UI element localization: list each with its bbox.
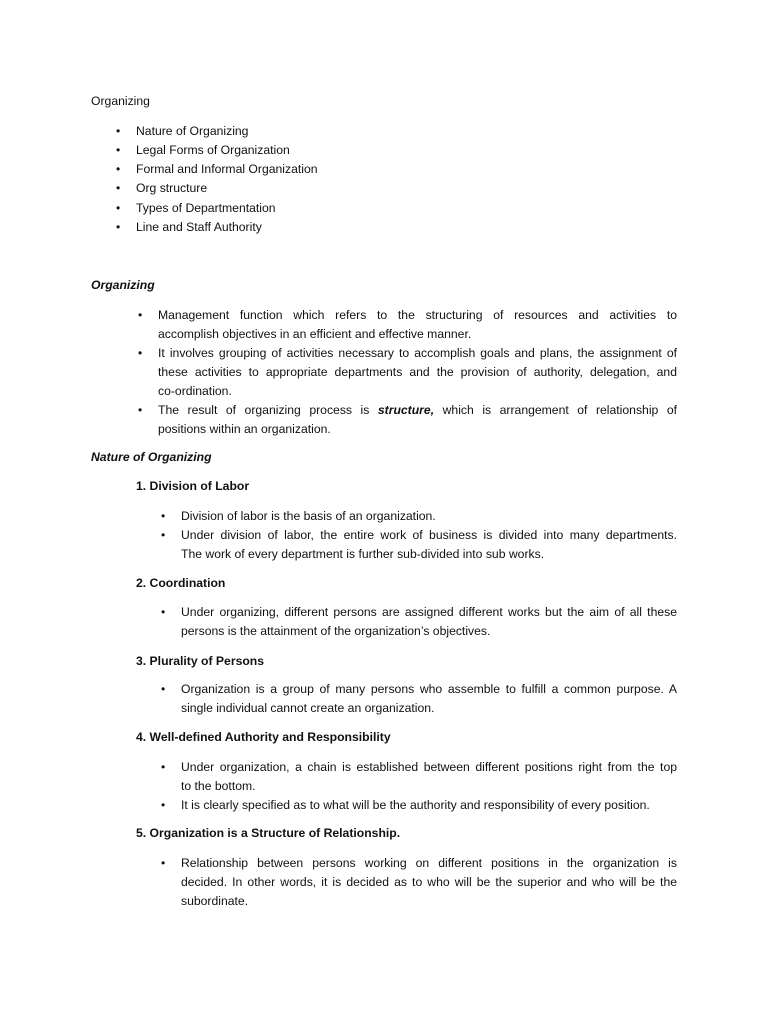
bullet-icon: • — [138, 308, 143, 322]
subheading-authority-responsibility: 4. Well-defined Authority and Responsibility — [136, 730, 391, 744]
bullet-icon: • — [116, 162, 121, 176]
doc-heading: Organizing — [91, 94, 150, 108]
toc-item: Legal Forms of Organization — [136, 143, 290, 157]
subheading-structure-of-relationship: 5. Organization is a Structure of Relationship. — [136, 826, 401, 840]
list-item: It is clearly specified as to what will be the authority and responsibility of every position. — [181, 798, 650, 812]
bullet-icon: • — [161, 682, 166, 696]
toc-item: Org structure — [136, 181, 208, 195]
subheading-coordination: 2. Coordination — [136, 576, 226, 590]
bullet-icon: • — [161, 798, 166, 812]
organizing-point-3: The result of organizing process is structure, which is arrangement of relationship of positions within an organization. — [158, 403, 677, 436]
organizing-point-1: Management function which refers to the structuring of resources and activities to accomplish objectives in an efficient and effective manner. — [158, 308, 677, 341]
bullet-icon: • — [161, 856, 166, 870]
bullet-icon: • — [116, 220, 121, 234]
bullet-icon: • — [161, 528, 166, 542]
list-item: Under organization, a chain is established between different positions right from the top to the bottom. — [181, 760, 677, 793]
bullet-icon: • — [116, 143, 121, 157]
list-item: Under division of labor, the entire work of business is divided into many departments. The work of every department is further sub-divided into sub works. — [181, 528, 677, 561]
section-heading-nature: Nature of Organizing — [91, 450, 212, 464]
bullet-icon: • — [161, 509, 166, 523]
list-item: Organization is a group of many persons who assemble to fulfill a common purpose. A single individual cannot create an organization. — [181, 682, 677, 715]
toc-item: Formal and Informal Organization — [136, 162, 318, 176]
list-item: Relationship between persons working on different positions in the organization is decided. In other words, it is decided as to who will be the superior and who will be the subordinate. — [181, 856, 677, 908]
bullet-icon: • — [116, 181, 121, 195]
organizing-point-2: It involves grouping of activities necessary to accomplish goals and plans, the assignment of these activities to appropriate departments and the provision of authority, delegation, and co-ordination. — [158, 346, 677, 398]
bullet-icon: • — [161, 605, 166, 619]
bullet-icon: • — [116, 124, 121, 138]
bullet-icon: • — [138, 346, 143, 360]
subheading-division-of-labor: 1. Division of Labor — [136, 479, 250, 493]
bullet-icon: • — [161, 760, 166, 774]
bullet-icon: • — [138, 403, 143, 417]
toc-item: Types of Departmentation — [136, 201, 276, 215]
section-heading-organizing: Organizing — [91, 278, 155, 292]
list-item: Under organizing, different persons are assigned different works but the aim of all these persons is the attainment of the organization’s objectives. — [181, 605, 677, 638]
bullet-icon: • — [116, 201, 121, 215]
subheading-plurality-of-persons: 3. Plurality of Persons — [136, 654, 265, 668]
list-item: Division of labor is the basis of an organization. — [181, 509, 436, 523]
toc-item: Nature of Organizing — [136, 124, 249, 138]
toc-item: Line and Staff Authority — [136, 220, 262, 234]
emphasis-structure: structure, — [377, 403, 435, 417]
